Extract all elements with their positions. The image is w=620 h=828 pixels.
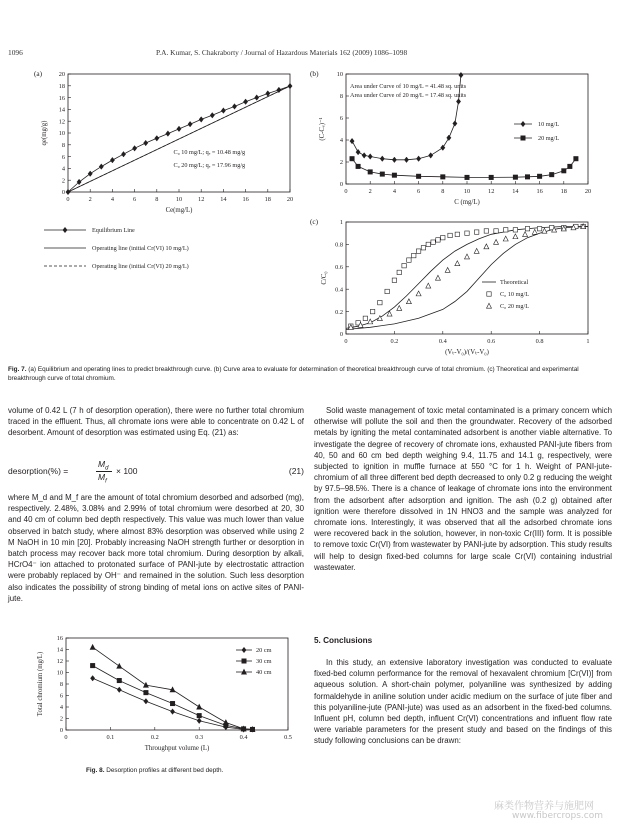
y-tick-label: 14 (58, 106, 65, 114)
x-tick-label: 0.8 (535, 338, 544, 345)
chart-8 (37, 635, 292, 752)
fig7-caption (8, 365, 616, 383)
x-tick-label: 18 (264, 196, 271, 203)
x-tick-label: 14 (512, 188, 519, 195)
y-tick-label: 2 (61, 177, 65, 185)
exp-10mgL-point (392, 278, 396, 282)
exp-20mgL-point (426, 283, 431, 288)
equilibrium-point (221, 108, 225, 114)
exp-20mgL-point (445, 267, 450, 272)
exp-10mgL-point (431, 240, 435, 244)
legend-label-c20: C₀ 20 mg/L (500, 303, 529, 311)
x-tick-label: 12 (198, 196, 205, 203)
eq-lhs: desorption(%) = (8, 466, 69, 476)
equilibrium-point (155, 136, 159, 142)
y-tick-label: 8 (61, 142, 65, 149)
exp-10mgL-point (455, 232, 459, 236)
desorption-point-30cm (170, 701, 174, 705)
exp-20mgL-point (406, 299, 411, 304)
exp-20mgL-point (532, 229, 537, 234)
exp-10mgL-point (474, 230, 478, 234)
x-tick-label: 18 (560, 188, 567, 195)
series-20mgL-point (513, 175, 517, 179)
x-tick-label: 16 (242, 196, 249, 203)
chart-7c (310, 217, 590, 356)
y-tick-label: 2 (59, 715, 63, 723)
y-tick-label: 16 (58, 94, 65, 102)
equilibrium-point (188, 121, 192, 127)
exp-10mgL-point (484, 229, 488, 233)
desorption-point-40cm (90, 645, 95, 650)
legend-label-theoretical: Theoretical (500, 279, 529, 287)
fig8-caption: Fig. 8. Desorption profiles at different bed depth. (86, 767, 224, 774)
x-tick-label: 0 (66, 196, 70, 203)
page-number: 1096 (8, 48, 23, 57)
fig7-caption-text: (a) Equilibrium and operating lines to predict breakthrough curve. (b) Curve area to evaluate for determination of theoretical breakthrough curve of total chromium. (c) Theoretical and experimental breakthrough curve of total chromium. (8, 366, 579, 382)
theoretical-curve-20 (346, 227, 588, 330)
legend-label-20: 20 mg/L (538, 135, 560, 143)
desorption-point-30cm (144, 690, 148, 694)
legend-label-10: 10 mg/L (538, 121, 560, 129)
equilibrium-point (210, 113, 214, 119)
x-tick-label: 0 (64, 734, 68, 741)
series-20mgL-point (416, 174, 420, 178)
section-title: 5. Conclusions (314, 636, 373, 645)
equilibrium-point (77, 179, 81, 185)
right-para-2-wrap (314, 657, 612, 747)
legend-marker-10 (521, 121, 525, 127)
exp-10mgL-point (537, 227, 541, 231)
y-tick-label: 0.2 (335, 308, 343, 316)
y-tick-label: 2 (339, 159, 343, 167)
desorption-point-20cm (144, 698, 148, 704)
exp-10mgL-point (407, 258, 411, 262)
y-tick-label: 20 (58, 71, 65, 79)
y-tick-label: 6 (339, 115, 343, 123)
running-title: P.A. Kumar, S. Chakraborty / Journal of Hazardous Materials 162 (2009) 1086–1098 (156, 48, 408, 57)
equilibrium-point (132, 146, 136, 152)
series-10mgL-point (429, 153, 433, 159)
x-tick-label: 4 (392, 188, 396, 195)
exp-10mgL-point (426, 242, 430, 246)
chart-7a (34, 69, 293, 214)
right-para-2: In this study, an extensive laboratory investigation was conducted to evaluate fixed-bed column performance for the removal of hexavalent chromium [Cr(VI)] from aqueous solution. A short-chain polymer, polyaniline was synthesized by adding formaldehyde in aniline solution under acidic medium on the surface of jute fiber and this polyaniline-jute (PANI-jute) was used as an adsorbent in the fixed-bed columns. Influent pH, column bed depth, influent Cr(VI) concentrations and influent flow rate were variable parameters for the present study and based on the findings of this study following conclusions can be drawn: (314, 658, 612, 746)
equilibrium-point (110, 157, 114, 163)
legend-label-0: Equilibrium Line (92, 227, 135, 235)
series-10mgL-point (362, 153, 366, 159)
y-tick-label: 12 (58, 118, 65, 126)
panel-label: (c) (310, 217, 319, 226)
x-tick-label: 0 (344, 338, 348, 345)
exp-10mgL-point (421, 246, 425, 250)
annotation-20: C₀ 20 mg/L; qₑ = 17.96 mg/g (173, 162, 246, 170)
equilibrium-point (144, 140, 148, 146)
series-10mgL-point (404, 157, 408, 163)
left-para-1: volume of 0.42 L (7 h of desorption operation), there were no further total chromium traced in the effluent. Thus, all chromate ions were able to concentrate on 0.42 L of desorbent. Amount of desorption was estimated using Eq. (21) as: (8, 406, 304, 438)
eq-numerator: $M_d$ (98, 459, 109, 472)
equilibrium-point (255, 95, 259, 101)
y-tick-label: 0.4 (335, 286, 343, 294)
x-tick-label: 0.1 (106, 734, 115, 741)
y-tick-label: 14 (56, 646, 63, 654)
series-10mgL-point (368, 154, 372, 160)
x-tick-label: 10 (175, 196, 183, 203)
series-10mgL-point (392, 157, 396, 163)
figure-8 (8, 632, 304, 762)
y-tick-label: 0 (61, 189, 65, 197)
exp-10mgL-point (465, 231, 469, 235)
y-tick-label: 18 (58, 83, 65, 90)
x-tick-label: 1 (586, 338, 590, 345)
panel-label: (b) (310, 69, 319, 78)
exp-10mgL-point (378, 300, 382, 304)
desorption-point-40cm (117, 663, 122, 668)
x-axis-label: (Vₜ-V₀)/(Vₜ-V₀) (445, 349, 489, 356)
x-tick-label: 10 (463, 188, 471, 195)
equilibrium-point (177, 126, 181, 132)
exp-10mgL-point (370, 309, 374, 313)
x-tick-label: 8 (155, 196, 159, 203)
x-tick-label: 0.5 (284, 734, 292, 741)
exp-20mgL-point (503, 236, 508, 241)
legend-marker-0 (242, 647, 246, 653)
exp-10mgL-point (363, 316, 367, 320)
desorption-point-20cm (197, 718, 201, 724)
series-20mgL-point (368, 170, 372, 174)
annotation-area-20: Area under Curve of 20 mg/L = 17.48 sq. units (350, 92, 467, 99)
y-tick-label: 6 (61, 153, 65, 161)
y-tick-label: 12 (56, 658, 63, 666)
y-tick-label: 4 (59, 704, 63, 712)
exp-10mgL-point (525, 227, 529, 231)
series-20mgL-point (350, 157, 354, 161)
x-tick-label: 0.4 (438, 338, 447, 345)
y-tick-label: 6 (59, 692, 63, 700)
x-tick-label: 0.4 (239, 734, 248, 741)
legend-marker-c10 (487, 292, 491, 296)
desorption-line-30cm (93, 666, 253, 730)
annotation-10: C₀ 10 mg/L; qₑ = 10.48 mg/g (173, 149, 246, 157)
series-10mgL-point (453, 121, 457, 127)
exp-20mgL-point (494, 239, 499, 244)
legend-label-2: 40 cm (256, 669, 272, 677)
y-tick-label: 0 (59, 727, 63, 735)
y-tick-label: 0 (339, 331, 343, 339)
plot-frame (346, 74, 588, 184)
series-10mgL-point (356, 149, 360, 155)
eq-rhs: × 100 (116, 466, 138, 476)
y-tick-label: 10 (58, 130, 65, 138)
x-tick-label: 4 (110, 196, 114, 203)
x-tick-label: 16 (536, 188, 543, 195)
exp-20mgL-point (484, 244, 489, 249)
equilibrium-point (88, 171, 92, 177)
exp-20mgL-point (523, 232, 528, 237)
desorption-point-20cm (117, 687, 121, 693)
y-tick-label: 0.6 (335, 264, 343, 271)
chart-7a-legend (44, 227, 189, 270)
exp-20mgL-point (513, 234, 518, 239)
x-tick-label: 6 (417, 188, 421, 195)
series-20mgL-point (356, 164, 360, 168)
equilibrium-point (232, 104, 236, 110)
series-20mgL-point (489, 175, 493, 179)
series-20mgL-point (465, 175, 469, 179)
series-20mgL-point (392, 173, 396, 177)
exp-10mgL-point (513, 228, 517, 232)
x-tick-label: 12 (488, 188, 495, 195)
desorption-point-40cm (143, 682, 148, 687)
series-20mgL-point (550, 172, 554, 176)
series-20mgL-point (441, 175, 445, 179)
equilibrium-point (166, 131, 170, 137)
y-axis-label: qe(mg/g) (41, 120, 48, 146)
series-20mgL-point (568, 164, 572, 168)
exp-10mgL-point (494, 229, 498, 233)
x-axis-label: Throughput volume (L) (144, 745, 210, 752)
x-tick-label: 14 (220, 196, 227, 203)
exp-20mgL-point (474, 248, 479, 253)
exp-20mgL-point (435, 275, 440, 280)
x-tick-label: 20 (286, 196, 294, 203)
panel-label: (a) (34, 69, 43, 78)
exp-20mgL-point (465, 254, 470, 259)
series-20mgL-point (574, 157, 578, 161)
x-tick-label: 0.2 (150, 734, 159, 741)
y-tick-label: 16 (56, 635, 63, 643)
y-axis-label: Total chromium (mg/L) (37, 651, 44, 717)
series-20mgL-point (537, 174, 541, 178)
series-20mgL-point (562, 169, 566, 173)
legend-label-0: 20 cm (256, 647, 272, 655)
equation-21 (8, 460, 304, 486)
y-tick-label: 1 (339, 219, 343, 227)
y-tick-label: 10 (56, 669, 63, 677)
legend-label-c10: C₀ 10 mg/L (500, 291, 529, 299)
x-tick-label: 0 (344, 188, 348, 195)
right-para-1: Solid waste management of toxic metal contaminated is a primary concern which otherwise will pollute the soil and then the groundwater. Recovery of the adsorbed metals by igniting the metal contaminated adsorbent is another viable alternative. To investigate the degree of recovery of chromate ions, exhausted PANI-jute fibers from 40, 50 and 60 cm bed depth weighing 9.4, 11.75 and 14.1 g, respectively, were subjected to ignition in muffle furnace at 550 °C for 1 h. Weight of PANI-jute-chromium of all three different bed depth decreased to only 0.2 g reducing the weight by 97.5–98.5%. There is a chance of leakage of chromate ions into the environment from the adsorbent after adsorption and ignition. The ash (0.2 g) obtained after ignition were therefore dissolved in 1N HNO3 and the sample was analyzed for chromate ions. Interestingly, it was observed that all the adsorbed chromate ions were recovered back in the solution, however, in non-toxic Cr(III) form. It is possible to remove toxic Cr(VI) from wastewater by PANI-jute by adsorption. This study results will help to design fixed-bed columns for large scale Cr(VI) containing industrial wastewater. (314, 406, 612, 572)
desorption-point-30cm (197, 713, 201, 717)
figure-7 (30, 62, 610, 358)
legend-marker-c20 (487, 303, 492, 308)
x-axis-label: Ce(mg/L) (165, 207, 193, 214)
y-tick-label: 0 (339, 181, 343, 189)
exp-10mgL-point (402, 263, 406, 267)
exp-10mgL-point (397, 270, 401, 274)
theoretical-curve-10 (346, 227, 588, 329)
watermark-line-1: 麻类作物营养与施肥网 (494, 801, 594, 812)
series-20mgL-point (380, 172, 384, 176)
exp-20mgL-point (542, 228, 547, 233)
fig7-caption-label: Fig. 7. (8, 366, 27, 373)
desorption-point-40cm (223, 720, 228, 725)
legend-label-1: Operating line (initial Cr(VI) 10 mg/L) (92, 245, 189, 253)
desorption-point-40cm (197, 704, 202, 709)
exp-10mgL-point (385, 289, 389, 293)
exp-20mgL-point (416, 291, 421, 296)
desorption-point-30cm (90, 663, 94, 667)
y-tick-label: 4 (339, 137, 343, 145)
exp-20mgL-point (397, 306, 402, 311)
series-10mgL-point (456, 99, 460, 105)
y-tick-label: 0.8 (335, 241, 343, 249)
x-tick-label: 2 (368, 188, 372, 195)
right-column (314, 405, 612, 573)
x-axis-label: C (mg/L) (454, 199, 480, 206)
equilibrium-point (199, 117, 203, 123)
watermark-line-2: www.fibercrops.com (512, 811, 603, 821)
left-para-2-wrap (8, 492, 304, 604)
legend-marker-0 (63, 227, 67, 233)
desorption-point-30cm (117, 678, 121, 682)
x-tick-label: 8 (441, 188, 445, 195)
exp-10mgL-point (448, 233, 452, 237)
series-10mgL-point (380, 156, 384, 162)
eq-number: (21) (288, 466, 304, 476)
x-tick-label: 20 (584, 188, 592, 195)
legend-label-2: Operating line (initial Cr(VI) 20 mg/L) (92, 263, 189, 271)
equilibrium-point (243, 99, 247, 105)
exp-10mgL-point (441, 235, 445, 239)
desorption-point-20cm (170, 709, 174, 715)
plot-frame (68, 74, 290, 192)
y-tick-label: 4 (61, 165, 65, 173)
series-10mgL-point (459, 72, 463, 78)
series-20mgL-line (352, 159, 576, 178)
exp-20mgL-point (455, 261, 460, 266)
eq-denominator: $M_f$ (98, 472, 107, 485)
legend-marker-20 (521, 136, 525, 140)
y-tick-label: 8 (59, 681, 63, 689)
y-axis-label: C/C₀ (321, 271, 328, 285)
x-tick-label: 6 (133, 196, 137, 203)
left-column (8, 405, 304, 439)
exp-10mgL-point (412, 253, 416, 257)
desorption-point-20cm (90, 675, 94, 681)
exp-10mgL-point (504, 228, 508, 232)
legend-label-1: 30 cm (256, 658, 272, 666)
x-tick-label: 0.3 (195, 734, 204, 741)
left-para-2: where M_d and M_f are the amount of total chromium desorbed and adsorbed (mg), respectively. 2.48%, 3.08% and 2.99% of total chromium were desorbed at 20, 30 and 40 cm of column bed depth respectively. This value was much lower than value observed in batch study, where almost 83% desorption was observed while using 2 M NaOH in 10 min [20]. Probably increasing NaOH strength further or desorption in batch process may recover back more total chromium. During desorption by alkali, HCrO4⁻ ion attached to protonated surface of PANI-jute by electrostatic attraction were probably replaced by OH⁻ and remained in the solution. Such less desorption also indicates the possibility of strong binding of metal ions on active sites of PANI-jute. (8, 493, 304, 603)
equilibrium-point (121, 151, 125, 157)
equilibrium-point (99, 164, 103, 170)
y-axis-label: (C-Cₑ)⁻¹ (319, 117, 326, 141)
legend-marker-1 (242, 659, 246, 663)
chart-7b (310, 69, 591, 206)
x-tick-label: 0.2 (390, 338, 399, 345)
exp-10mgL-point (436, 238, 440, 242)
x-tick-label: 0.6 (487, 338, 496, 345)
y-tick-label: 10 (336, 71, 343, 79)
series-10mgL-point (416, 156, 420, 162)
y-tick-label: 8 (339, 93, 343, 101)
x-tick-label: 2 (88, 196, 92, 203)
plot-frame (346, 222, 588, 334)
exp-10mgL-point (416, 249, 420, 253)
annotation-area-10: Area under Curve of 10 mg/L = 41.48 sq. units (350, 83, 467, 90)
series-20mgL-point (525, 175, 529, 179)
